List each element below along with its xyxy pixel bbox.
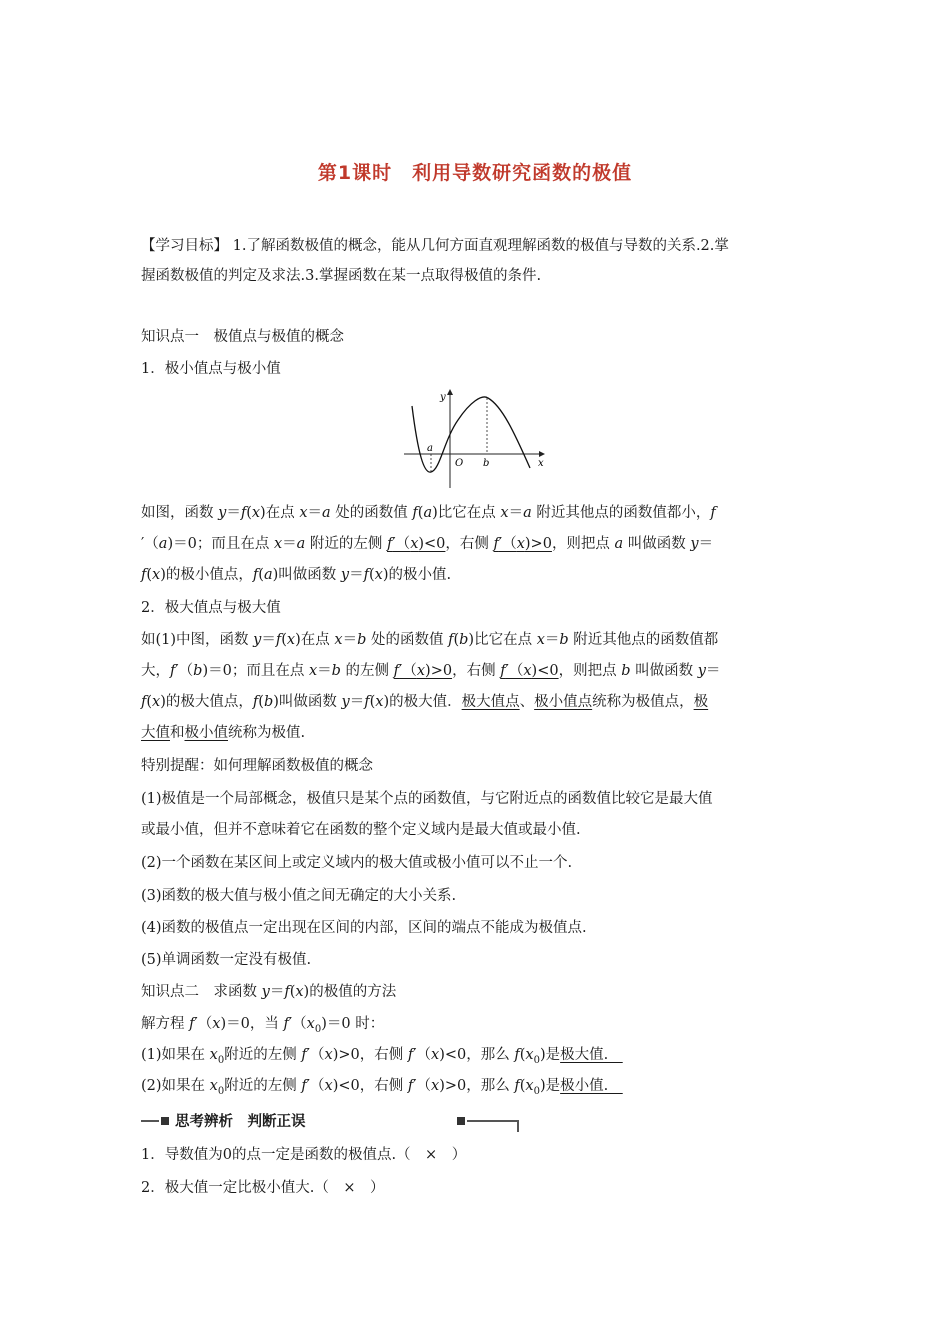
- kp1-heading: 知识点一 极值点与极值的概念: [141, 329, 344, 345]
- kp2-heading: 知识点二 求函数 y＝f(x)的极值的方法: [141, 984, 397, 1000]
- objectives-line-2: 握函数极值的判定及求法.3.掌握函数在某一点取得极值的条件.: [141, 268, 542, 284]
- max-para-line-3: f(x)的极大值点，f(b)叫做函数 y＝f(x)的极大值．极大值点、极小值点统称为极值点，极: [141, 694, 709, 710]
- y-label: y: [440, 392, 446, 403]
- note-5: (5)单调函数一定没有极值.: [141, 952, 312, 968]
- kp2-heading-prefix: 知识点二 求函数: [141, 984, 257, 1000]
- kp1-sub1: 1．极小值点与极小值: [141, 361, 281, 377]
- think-item-2: 2．极大值一定比极小值大.（ × ）: [141, 1180, 385, 1196]
- think-item-1: 1．导数值为0的点一定是函数的极值点.（ × ）: [141, 1147, 467, 1163]
- max-para-line-4: 大值和极小值统称为极值.: [141, 725, 306, 741]
- note-3: (3)函数的极大值与极小值之间无确定的大小关系.: [141, 888, 457, 904]
- objectives-text-1: 1.了解函数极值的概念，能从几何方面直观理解函数的极值与导数的关系.2.掌: [232, 238, 729, 254]
- kp2-solve-line: 解方程 f′（x)＝0，当 $f'(x_0)=0$ 时：: [141, 1016, 385, 1035]
- note-2: (2)一个函数在某区间上或定义域内的极大值或极小值可以不止一个.: [141, 855, 573, 871]
- max-para-line-2: 大，f′（b)＝0；而且在点 x＝b 的左侧 f′（x)>0，右侧 f′（x)<0，则把点 b 叫做函数 y＝: [141, 663, 721, 679]
- objectives-line-1: [141, 236, 729, 256]
- box-marker-left: [161, 1117, 169, 1125]
- think-box-label: 思考辨析 判断正误: [175, 1114, 306, 1130]
- think-box-header: [141, 1110, 521, 1132]
- note-1a: (1)极值是一个局部概念，极值只是某个点的函数值，与它附近点的函数值比较它是最大值: [141, 791, 713, 807]
- objectives-tag: 【学习目标】: [141, 238, 228, 254]
- kp2-case-2: (2)如果在 $x_0$附近的左侧 f′（x)<0，右侧 f′（x)>0，那么 $f(x_0)$是极小值.: [141, 1078, 623, 1097]
- origin-label: O: [455, 458, 464, 469]
- min-para-line-1: 如图，函数 y＝f(x)在点 x＝a 处的函数值 f(a)比它在点 x＝a 附近其他点的函数值都小，f: [141, 505, 716, 521]
- kp2-case-1: (1)如果在 $x_0$附近的左侧 f′（x)>0，右侧 f′（x)<0，那么 $f(x_0)$是极大值.: [141, 1047, 623, 1066]
- function-graph: [398, 384, 552, 492]
- x-label: x: [538, 458, 544, 469]
- notes-heading: 特别提醒：如何理解函数极值的概念: [141, 758, 373, 774]
- min-para-line-3: f(x)的极小值点，f(a)叫做函数 y＝f(x)的极小值.: [141, 567, 452, 583]
- kp2-heading-suffix: 的极值的方法: [309, 984, 397, 1000]
- b-label: b: [483, 458, 490, 469]
- box-marker-right: [457, 1117, 465, 1125]
- curve: [412, 397, 530, 472]
- min-para-line-2: ′（a)＝0；而且在点 x＝a 附近的左侧 f′（x)<0，右侧 f′（x)>0，则把点 a 叫做函数 y＝: [141, 536, 714, 552]
- note-4: (4)函数的极值点一定出现在区间的内部，区间的端点不能成为极值点.: [141, 920, 587, 936]
- max-para-line-1: 如(1)中图，函数 y＝f(x)在点 x＝b 处的函数值 f(b)比它在点 x＝b 附近其他点的函数值都: [141, 632, 719, 648]
- page-title: 第1课时 利用导数研究函数的极值: [317, 162, 633, 184]
- kp1-sub2: 2．极大值点与极大值: [141, 600, 281, 616]
- a-label: a: [427, 443, 433, 454]
- note-1b: 或最小值，但并不意味着它在函数的整个定义域内是最大值或最小值.: [141, 822, 581, 838]
